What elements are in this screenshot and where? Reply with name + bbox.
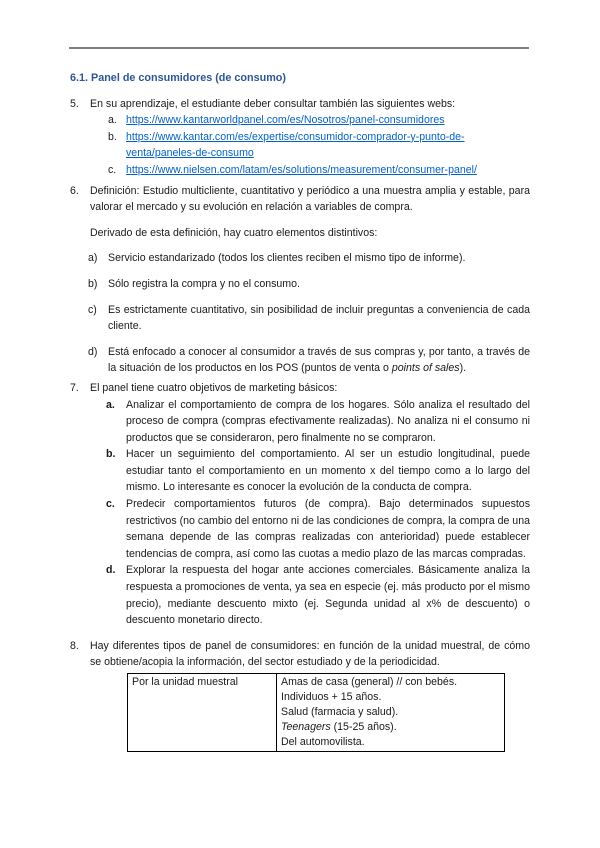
- list-item-7: [70, 380, 530, 397]
- value-rest: (15-25 años).: [330, 721, 397, 733]
- item-number: 6.: [70, 184, 79, 197]
- value-line: Individuos + 15 años.: [281, 691, 382, 703]
- item-number: 5.: [70, 97, 79, 110]
- element-text-italic: points of sales: [391, 362, 460, 375]
- element-b: [70, 276, 530, 293]
- value-line: Amas de casa (general) // con bebés.: [281, 676, 458, 688]
- panel-types-table: [127, 673, 505, 752]
- objective-marker: d.: [106, 564, 116, 577]
- table-cell-values: [277, 674, 505, 752]
- header-rule: [69, 47, 529, 49]
- objective-d: [70, 562, 530, 628]
- table-row: [128, 674, 505, 752]
- kantar-link-continued[interactable]: venta/paneles-de-consumo: [126, 147, 254, 160]
- kantar-link[interactable]: https://www.kantar.com/es/expertise/consumidor-comprador-y-punto-de-: [126, 130, 465, 143]
- item-text: El panel tiene cuatro objetivos de marketing básicos:: [90, 381, 338, 394]
- element-d: [70, 344, 530, 377]
- element-text: Es estrictamente cuantitativo, sin posibilidad de incluir preguntas a conveniencia de cada cliente.: [108, 303, 530, 333]
- objective-text: Predecir comportamientos futuros (de compra). Bajo determinados supuestos restrictivos (no cambio del entorno ni de las condiciones de compra, la compra de una semana depende de las compras realizadas con anterioridad) puede establecer tendencias de compra, así como las cuotas a medio plazo de las marcas compradas.: [126, 498, 530, 560]
- objective-marker: c.: [106, 498, 115, 511]
- list-item-6: [70, 183, 530, 216]
- element-c: [70, 302, 530, 335]
- objective-marker: a.: [106, 398, 115, 411]
- list-item-5: [70, 96, 530, 113]
- item-number: 8.: [70, 639, 79, 652]
- objective-text: Hacer un seguimiento del comportamiento. Al ser un estudio longitudinal, puede estudiar tanto el comportamiento en un momento x del tiempo como a lo largo del mismo. Lo interesante es conocer la evolución de la conducta de compra.: [126, 448, 530, 494]
- item-text: Hay diferentes tipos de panel de consumidores: en función de la unidad muestral, de cómo se obtiene/acopia la información, del sector estudiado y de la periodicidad.: [90, 639, 530, 669]
- document-body: [70, 70, 530, 752]
- list-item-8: [70, 638, 530, 671]
- element-text-after: ).: [459, 362, 467, 375]
- link-item-c: [70, 162, 530, 179]
- link-marker: a.: [108, 114, 117, 127]
- link-item-a: [70, 112, 530, 129]
- element-text-before: Está enfocado a conocer al consumidor a través de sus compras y, por tanto, a través de la situación de los productos en los POS (puntos de venta o: [108, 345, 530, 375]
- element-marker: a): [88, 252, 98, 265]
- objective-a: [70, 397, 530, 447]
- value-line: Salud (farmacia y salud).: [281, 706, 399, 718]
- element-text: Servicio estandarizado (todos los clientes reciben el mismo tipo de informe).: [108, 252, 466, 265]
- objective-marker: b.: [106, 448, 116, 461]
- item-number: 7.: [70, 381, 79, 394]
- element-text: Sólo registra la compra y no el consumo.: [108, 277, 300, 290]
- item-text: Definición: Estudio multicliente, cuantitativo y periódico a una muestra amplia y estable, para valorar el mercado y su evolución en relación a variables de compra.: [90, 184, 530, 214]
- link-item-b: [70, 129, 530, 162]
- objective-text: Explorar la respuesta del hogar ante acciones comerciales. Básicamente analiza la respuesta a promociones de venta, ya sea en especie (ej. más producto por el mismo precio), mediante descuento mixto (ej. Segunda unidad al x% de descuento) o descuento monetario directo.: [126, 564, 530, 627]
- derived-paragraph: Derivado de esta definición, hay cuatro elementos distintivos:: [90, 226, 378, 239]
- value-line: [281, 720, 500, 735]
- table-cell-category: Por la unidad muestral: [128, 674, 277, 752]
- element-marker: b): [88, 277, 98, 290]
- objective-b: [70, 446, 530, 496]
- kantarworldpanel-link[interactable]: https://www.kantarworldpanel.com/es/Nosotros/panel-consumidores: [126, 114, 445, 127]
- element-marker: c): [88, 303, 97, 316]
- element-marker: d): [88, 345, 98, 358]
- section-title: 6.1. Panel de consumidores (de consumo): [70, 72, 286, 84]
- element-a: [70, 250, 530, 267]
- item-text: En su aprendizaje, el estudiante deber consultar también las siguientes webs:: [90, 97, 456, 110]
- objective-text: Analizar el comportamiento de compra de los hogares. Sólo analiza el resultado del proceso de compra (compras efectivamente realizadas). No analiza ni el consumo ni productos que se consideraron, pero finalmente no se compraron.: [126, 398, 530, 444]
- value-italic: Teenagers: [281, 721, 331, 733]
- objective-c: [70, 496, 530, 562]
- nielsen-link[interactable]: https://www.nielsen.com/latam/es/solutions/measurement/consumer-panel/: [126, 163, 477, 176]
- link-marker: c.: [108, 163, 117, 176]
- link-marker: b.: [108, 130, 117, 143]
- value-line: Del automovilista.: [281, 736, 365, 748]
